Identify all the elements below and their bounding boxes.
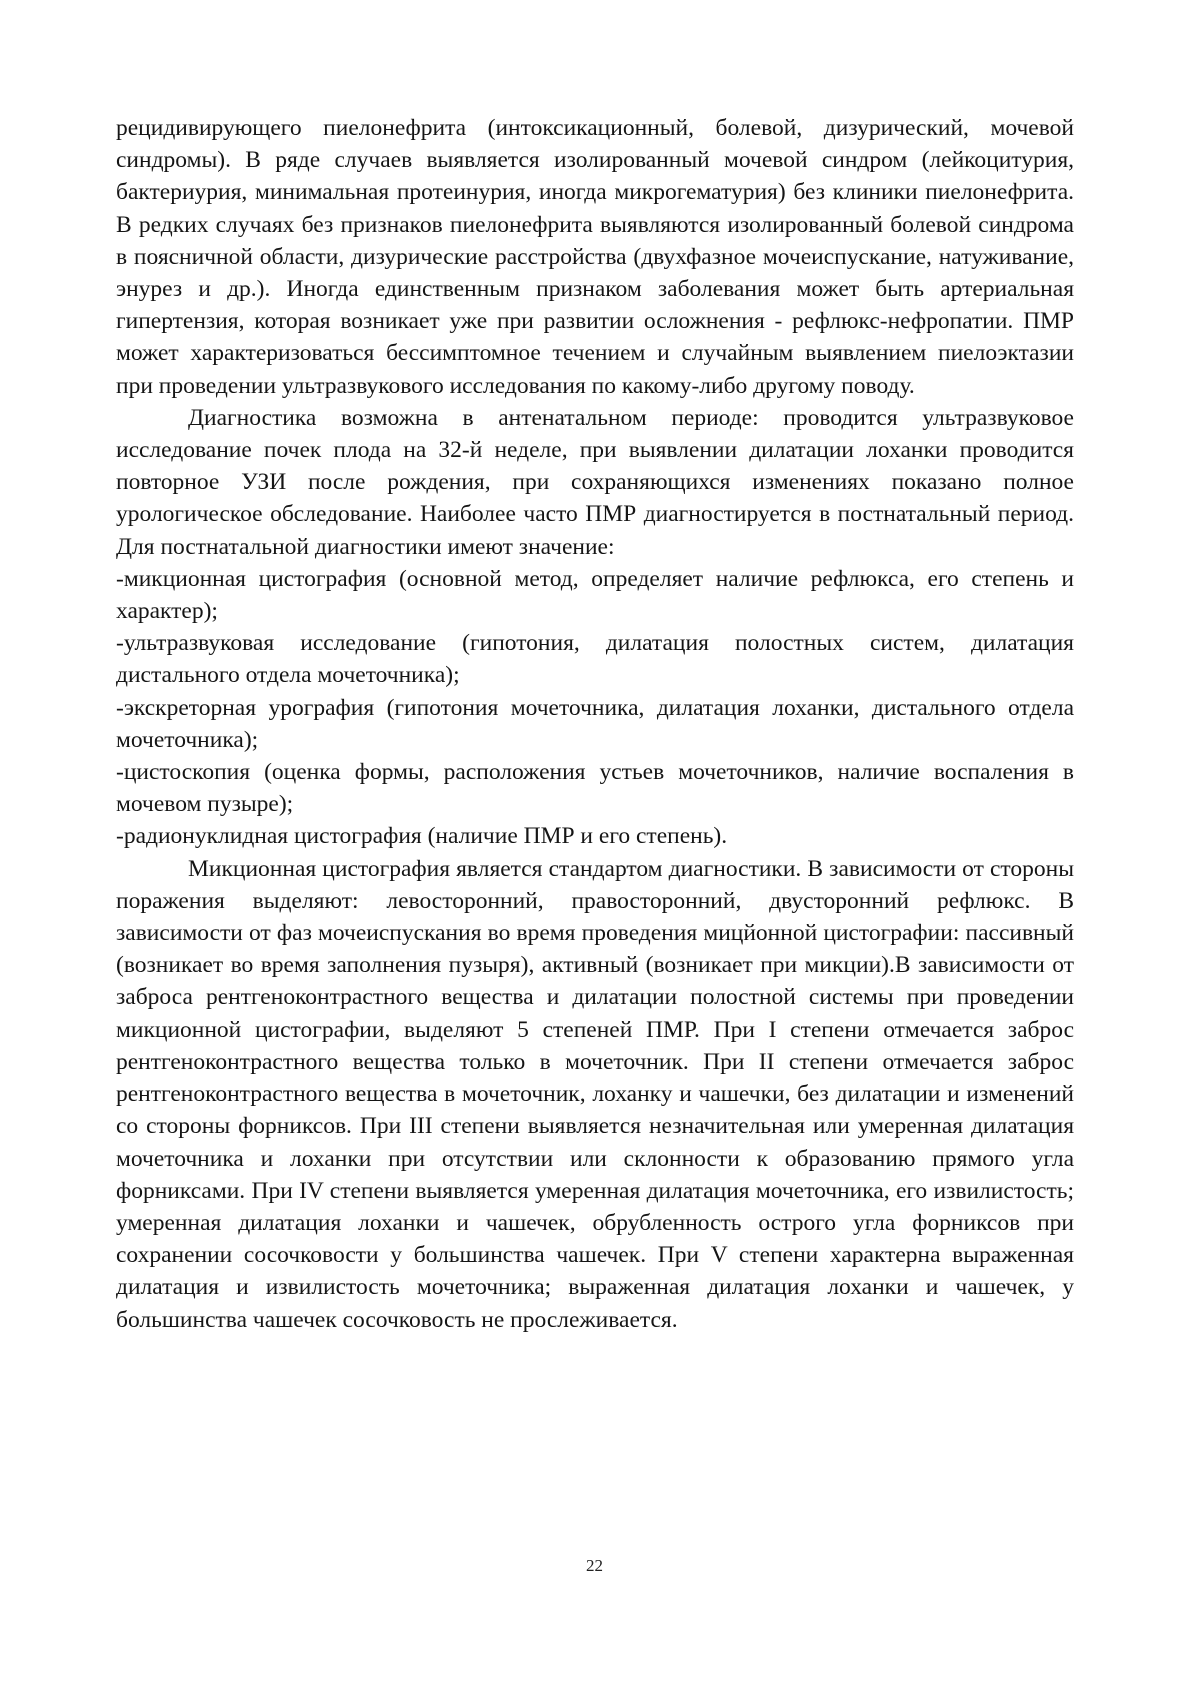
list-item-urography: -экскреторная урография (гипотония мочеточника, дилатация лоханки, дистального отдела мочеточника);	[116, 694, 1074, 753]
paragraph-symptoms: рецидивирующего пиелонефрита (интоксикационный, болевой, дизурический, мочевой синдромы). В ряде случаев выявляется изолированный мочевой синдром (лейкоцитурия, бактериурия, минимальная протеинурия, иногда микрогематурия) без клиники пиелонефрита. В редких случаях без признаков пиелонефрита выявляются изолированный болевой синдрома в поясничной области, дизурические расстройства (двухфазное мочеиспускание, натуживание, энурез и др.). Иногда единственным признаком заболевания может быть артериальная гипертензия, которая возникает уже при развитии осложнения - рефлюкс-нефропатии. ПМР может характеризоваться бессимптомное течением и случайным выявлением пиелоэктазии при проведении ультразвукового исследования по какому-либо другому поводу.	[116, 115, 1074, 399]
paragraph-diagnostics: Диагностика возможна в антенатальном периоде: проводится ультразвуковое исследование почек плода на 32-й неделе, при выявлении дилатации лоханки проводится повторное УЗИ после рождения, при сохраняющихся изменениях показано полное урологическое обследование. Наиболее часто ПМР диагностируется в постнатальный период. Для постнатальной диагностики имеют значение:	[116, 404, 1074, 560]
list-item-cystography: -микционная цистография (основной метод, определяет наличие рефлюкса, его степень и характер);	[116, 565, 1074, 625]
list-item-ultrasound: -ультразвуковая исследование (гипотония, дилатация полостных систем, дилатация дистального отдела мочеточника);	[116, 630, 1074, 689]
list-item-cystoscopy: -цистоскопия (оценка формы, расположения устьев мочеточников, наличие воспаления в мочевом пузыре);	[116, 759, 1074, 818]
list-item-radionuclide: -радионуклидная цистография (наличие ПМР и его степень).	[116, 823, 728, 850]
page-number: 22	[586, 1556, 603, 1575]
body-text	[116, 112, 1074, 1336]
paragraph-grades: Микционная цистография является стандартом диагностики. В зависимости от стороны поражения выделяют: левосторонний, правосторонний, двусторонний рефлюкс. В зависимости от фаз мочеиспускания во время проведения мицйонной цистографии: пассивный (возникает во время заполнения пузыря), активный (возникает при микции).В зависимости от заброса рентгеноконтрастного вещества и дилатации полостной системы при проведении микционной цистографии, выделяют 5 степеней ПМР. При I степени отмечается заброс рентгеноконтрастного вещества только в мочеточник. При II степени отмечается заброс рентгеноконтрастного вещества в мочеточник, лоханку и чашечки, без дилатации и изменений со стороны форниксов. При III степени выявляется незначительная или умеренная дилатация мочеточника и лоханки при отсутствии или склонности к образованию прямого угла форниксами. При IV степени выявляется умеренная дилатация мочеточника, его извилистость; умеренная дилатация лоханки и чашечек, обрубленность острого угла форниксов при сохранении сосочковости у большинства чашечек. При V степени характерна выраженная дилатация и извилистость мочеточника; выраженная дилатация лоханки и чашечек, у большинства чашечек сосочковость не прослеживается.	[116, 855, 1074, 1333]
